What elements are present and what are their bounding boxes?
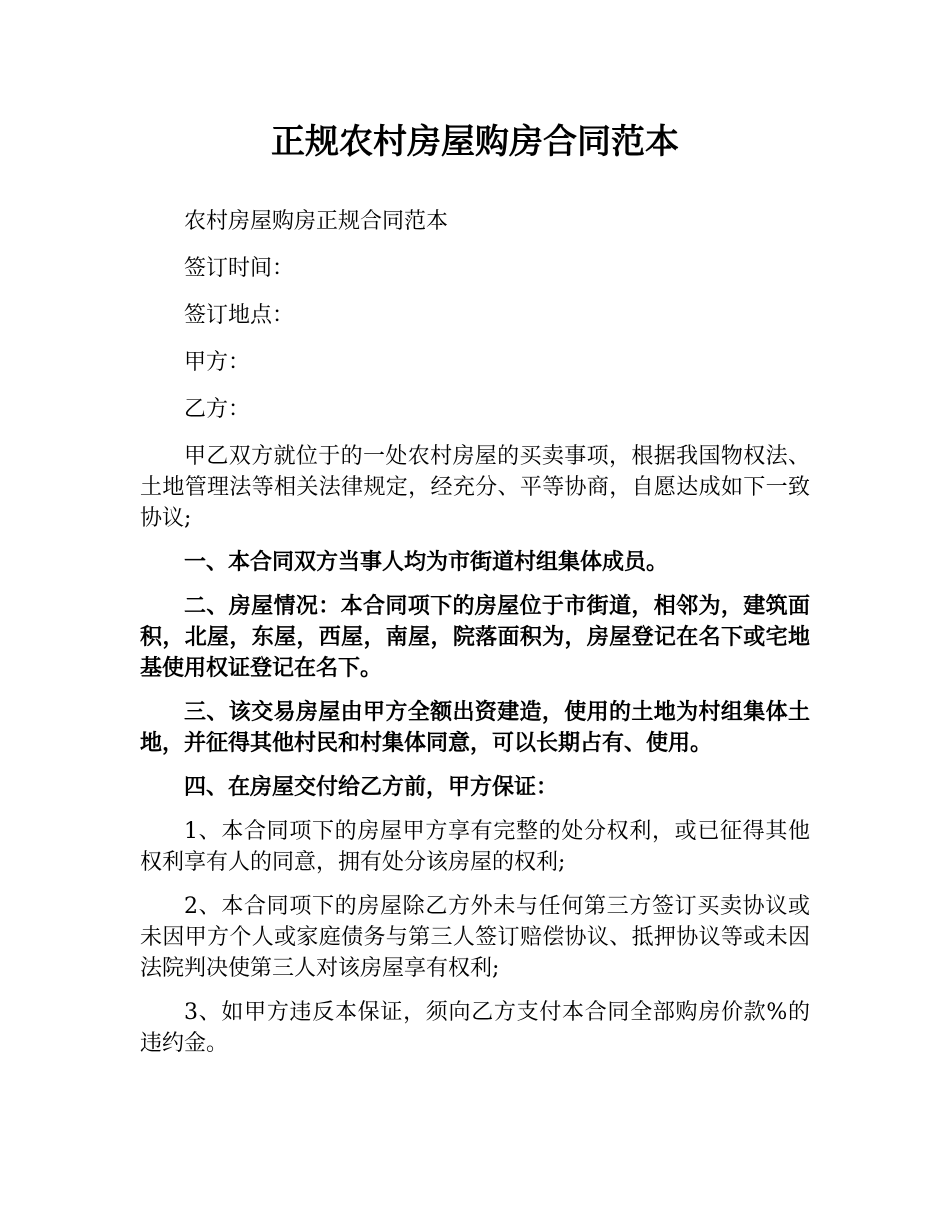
- document-title: 正规农村房屋购房合同范本: [271, 122, 679, 162]
- clause-3: 三、该交易房屋由甲方全额出资建造，使用的土地为村组集体土地，并征得其他村民和村集体同意，可以长期占有、使用。: [140, 700, 810, 756]
- clause-4-item-3: 3、如甲方违反本保证，须向乙方支付本合同全部购房价款%的违约金。: [140, 1000, 810, 1056]
- clause-1: 一、本合同双方当事人均为市街道村组集体成员。: [184, 550, 669, 575]
- signing-place: 签订地点：: [184, 303, 295, 328]
- contract-subtitle: 农村房屋购房正规合同范本: [184, 209, 449, 234]
- clause-2: 二、房屋情况：本合同项下的房屋位于市街道，相邻为，建筑面积，北屋，东屋，西屋，南屋，院落面积为，房屋登记在名下或宅地基使用权证登记在名下。: [140, 594, 810, 681]
- party-a: 甲方：: [184, 350, 251, 375]
- signing-time: 签订时间：: [184, 256, 295, 281]
- clause-4: 四、在房屋交付给乙方前，甲方保证：: [184, 775, 559, 800]
- clause-4-item-1: 1、本合同项下的房屋甲方享有完整的处分权利，或已征得其他权利享有人的同意，拥有处分该房屋的权利;: [140, 819, 810, 875]
- preamble-paragraph: 甲乙双方就位于的一处农村房屋的买卖事项，根据我国物权法、土地管理法等相关法律规定，经充分、平等协商，自愿达成如下一致协议;: [140, 444, 810, 531]
- party-b: 乙方：: [184, 397, 251, 422]
- clause-4-item-2: 2、本合同项下的房屋除乙方外未与任何第三方签订买卖协议或未因甲方个人或家庭债务与第三人签订赔偿协议、抵押协议等或未因法院判决使第三人对该房屋享有权利;: [140, 894, 810, 981]
